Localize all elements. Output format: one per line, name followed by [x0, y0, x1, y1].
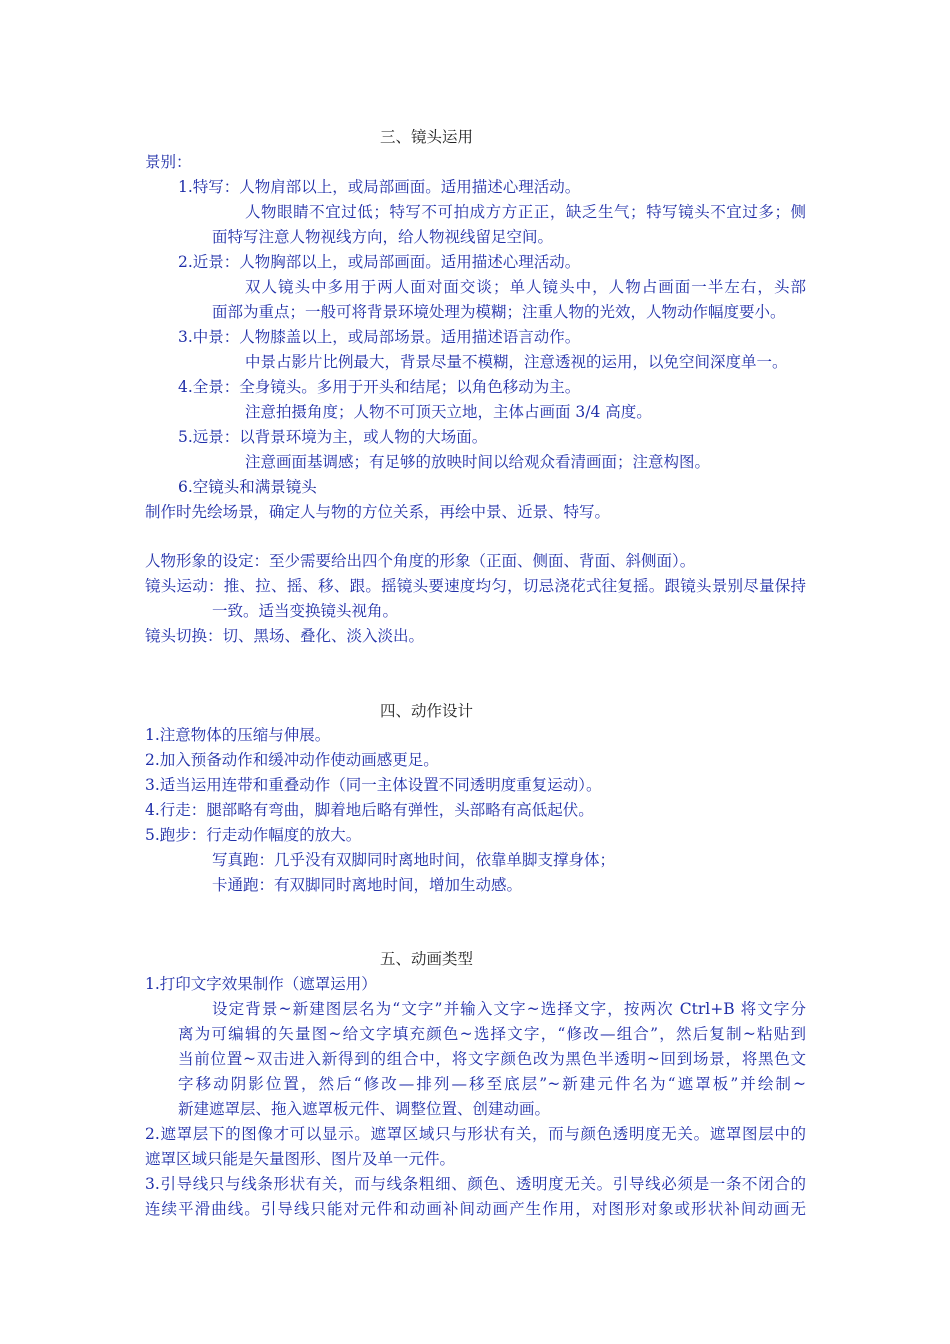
animation-type-3-line1: 3.引导线只与线条形状有关，而与线条粗细、颜色、透明度无关。引导线必须是一条不闭合的 — [145, 1175, 806, 1193]
animation-type-1: 1.打印文字效果制作（遮罩运用） — [145, 975, 377, 993]
animation-type-1-line5: 新建遮罩层、拖入遮罩板元件、调整位置、创建动画。 — [178, 1100, 551, 1118]
camera-motion-line2: 一致。适当变换镜头视角。 — [212, 602, 399, 620]
medium-closeup-note-line2: 面部为重点；一般可将背景环境处理为模糊；注重人物的光效，人物动作幅度要小。 — [212, 303, 786, 321]
animation-type-1-line3: 当前位置~双击进入新得到的组合中，将文字颜色改为黑色半透明~回到场景，将黑色文 — [178, 1050, 806, 1068]
empty-shot-item: 6.空镜头和满景镜头 — [178, 478, 317, 496]
closeup-note-line2: 面特写注意人物视线方向，给人物视线留足空间。 — [212, 228, 554, 246]
cartoon-run: 卡通跑：有双脚同时离地时间，增加生动感。 — [212, 876, 523, 894]
medium-closeup-item: 2.近景：人物胸部以上，或局部画面。适用描述心理活动。 — [178, 253, 581, 271]
closeup-item: 1.特写：人物肩部以上，或局部画面。适用描述心理活动。 — [178, 178, 581, 196]
closeup-note-line1: 人物眼睛不宜过低；特写不可拍成方方正正，缺乏生气；特写镜头不宜过多；侧 — [245, 203, 806, 221]
long-shot-item: 5.远景：以背景环境为主，或人物的大场面。 — [178, 428, 488, 446]
realistic-run: 写真跑：几乎没有双脚同时离地时间，依靠单脚支撑身体； — [212, 851, 616, 869]
medium-shot-item: 3.中景：人物膝盖以上，或局部场景。适用描述语言动作。 — [178, 328, 581, 346]
section3-title: 三、镜头运用 — [380, 128, 474, 146]
section4-title: 四、动作设计 — [380, 702, 474, 720]
animation-type-1-line2: 离为可编辑的矢量图~给文字填充颜色~选择文字，“修改—组合”，然后复制~粘贴到 — [178, 1025, 806, 1043]
animation-type-3-line2: 连续平滑曲线。引导线只能对元件和动画补间动画产生作用，对图形对象或形状补间动画无 — [145, 1200, 806, 1218]
animation-type-2-line2: 遮罩区域只能是矢量图形、图片及单一元件。 — [145, 1150, 456, 1168]
action-point-3: 3.适当运用连带和重叠动作（同一主体设置不同透明度重复运动）。 — [145, 776, 602, 794]
jingbie-label: 景别： — [145, 153, 192, 171]
action-point-1: 1.注意物体的压缩与伸展。 — [145, 726, 331, 744]
camera-motion-line1: 镜头运动：推、拉、摇、移、跟。摇镜头要速度均匀，切忌浇花式往复摇。跟镜头景别尽量保持 — [145, 577, 806, 595]
action-point-5: 5.跑步：行走动作幅度的放大。 — [145, 826, 362, 844]
medium-closeup-note-line1: 双人镜头中多用于两人面对面交谈；单人镜头中，人物占画面一半左右，头部 — [245, 278, 806, 296]
long-shot-note: 注意画面基调感；有足够的放映时间以给观众看清画面；注意构图。 — [245, 453, 711, 471]
action-point-2: 2.加入预备动作和缓冲动作使动画感更足。 — [145, 751, 439, 769]
action-point-4: 4.行走：腿部略有弯曲，脚着地后略有弹性，头部略有高低起伏。 — [145, 801, 594, 819]
medium-shot-note: 中景占影片比例最大，背景尽量不模糊，注意透视的运用，以免空间深度单一。 — [245, 353, 788, 371]
animation-type-1-line1: 设定背景~新建图层名为“文字”并输入文字~选择文字，按两次 Ctrl+B 将文字分 — [212, 1000, 806, 1018]
animation-type-2-line1: 2.遮罩层下的图像才可以显示。遮罩区域只与形状有关，而与颜色透明度无关。遮罩图层中的 — [145, 1125, 806, 1143]
section5-title: 五、动画类型 — [380, 950, 474, 968]
full-shot-note: 注意拍摄角度；人物不可顶天立地，主体占画面 3/4 高度。 — [245, 403, 652, 421]
character-setting: 人物形象的设定：至少需要给出四个角度的形象（正面、侧面、背面、斜侧面）。 — [145, 552, 696, 570]
animation-type-1-line4: 字移动阴影位置，然后“修改—排列—移至底层”~新建元件名为“遮罩板”并绘制~ — [178, 1075, 806, 1093]
full-shot-item: 4.全景：全身镜头。多用于开头和结尾；以角色移动为主。 — [178, 378, 581, 396]
shot-transition: 镜头切换：切、黑场、叠化、淡入淡出。 — [145, 627, 425, 645]
production-order: 制作时先绘场景，确定人与物的方位关系，再绘中景、近景、特写。 — [145, 503, 611, 521]
